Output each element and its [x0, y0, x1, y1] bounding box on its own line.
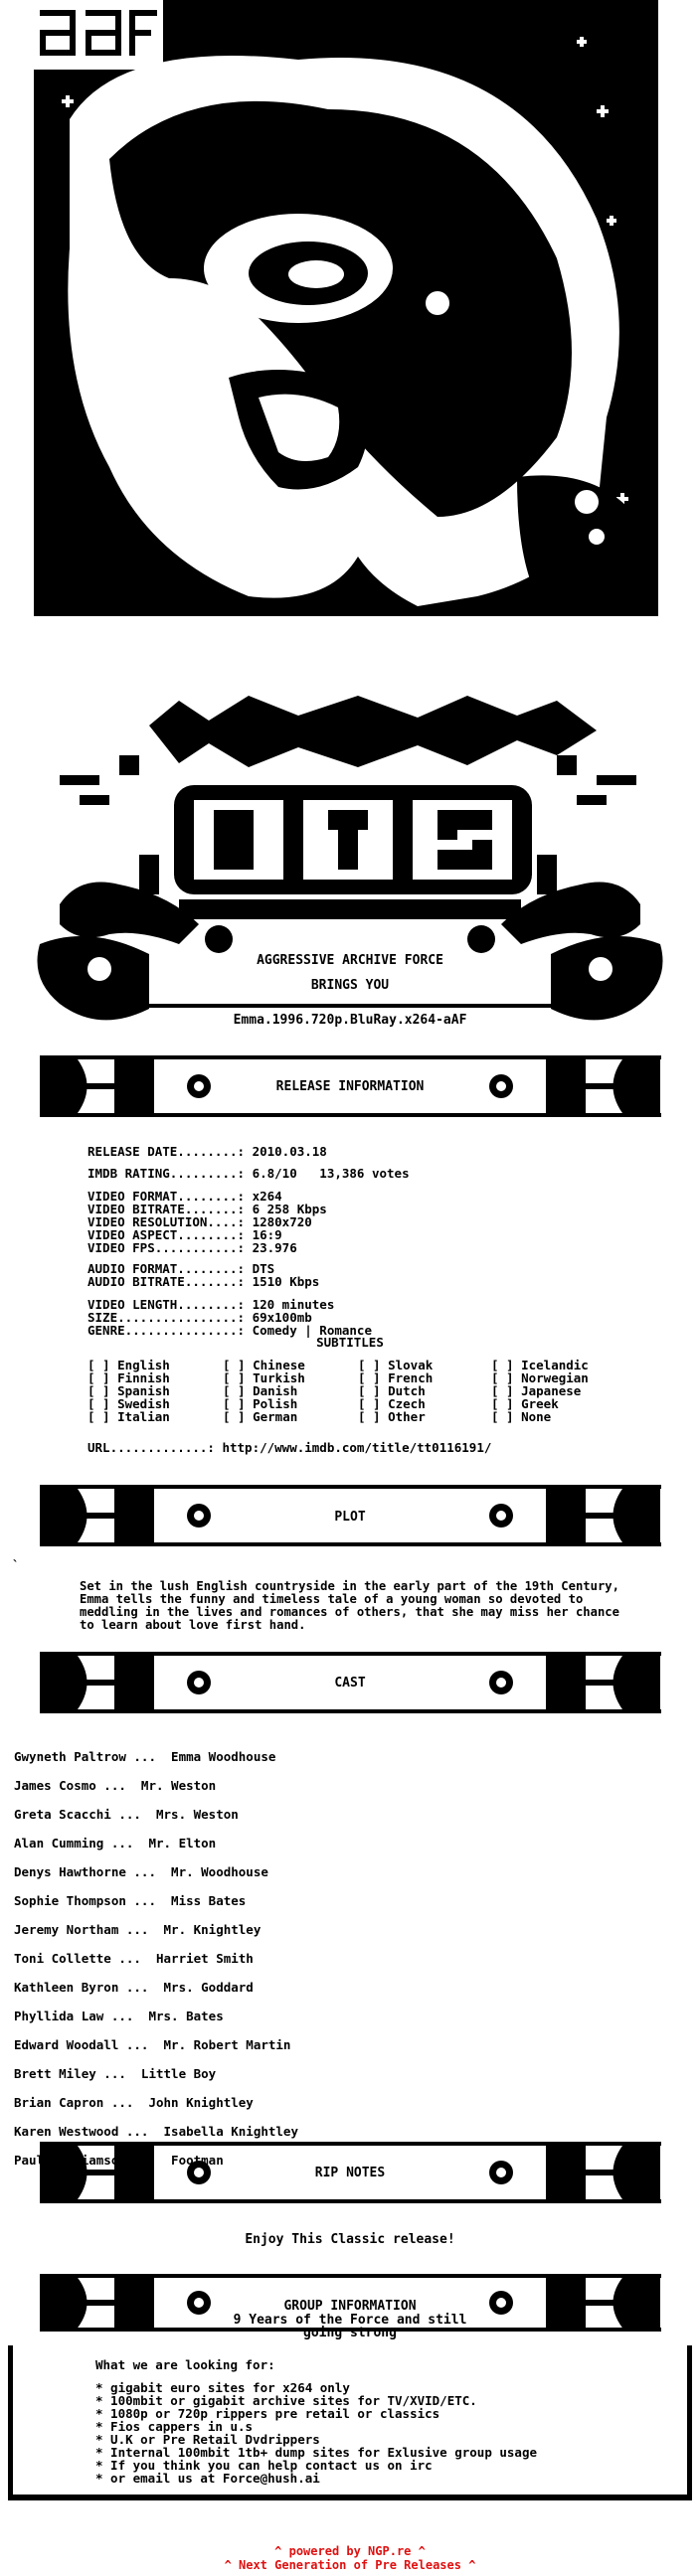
header-line1: AGGRESSIVE ARCHIVE FORCE [257, 953, 443, 968]
cast-list [14, 1749, 298, 2181]
plot-mark: ` [12, 1557, 20, 1572]
video-info: VIDEO FORMAT........: x264 VIDEO BITRATE.......: 6 258 Kbps VIDEO RESOLUTION....: 1280x720 VIDEO ASPECT........: 16:9 VIDEO FPS...........: 23.976 [88, 1189, 327, 1255]
cast-row: Greta Scacchi ... Mrs. Weston [14, 1807, 239, 1822]
imdb-url: URL.............: http://www.imdb.com/title/tt0116191/ [88, 1440, 492, 1455]
subtitles-col4: [ ] Icelandic [ ] Norwegian [ ] Japanese [ ] Greek [ ] None [491, 1358, 589, 1424]
looking-title: What we are looking for: [95, 2357, 275, 2372]
cast-row: Paul Williamson ... Footman [14, 2153, 224, 2168]
cast-row: Denys Hawthorne ... Mr. Woodhouse [14, 1864, 268, 1879]
section-group-title: GROUP INFORMATION [283, 2299, 417, 2314]
footer-line2: ^ Next Generation of Pre Releases ^ [224, 2558, 476, 2572]
looking-list: * gigabit euro sites for x264 only * 100mbit or gigabit archive sites for TV/XVID/ETC. * 1080p or 720p rippers pre retail or classics * Fios cappers in u.s * U.K or Pre Retail Dvdrippers * Internal 100mbit 1tb+ dump sites for Exlusive group usage * If you think you can help contact us on irc * or email us at Force@hush.ai [95, 2380, 538, 2486]
logo-panel [34, 0, 658, 616]
cast-row: Karen Westwood ... Isabella Knightley [14, 2124, 298, 2139]
rip-notes: Enjoy This Classic release! [245, 2232, 455, 2247]
section-plot-title: PLOT [334, 1510, 366, 1525]
audio-info: AUDIO FORMAT........: DTS AUDIO BITRATE.......: 1510 Kbps [88, 1261, 320, 1289]
section-cast-title: CAST [334, 1676, 366, 1690]
length-info: VIDEO LENGTH........: 120 minutes SIZE................: 69x100mb GENRE...............: Comedy | Romance [88, 1297, 372, 1338]
header-line2: BRINGS YOU [310, 978, 390, 993]
cast-row: Kathleen Byron ... Mrs. Goddard [14, 1980, 254, 1995]
release-date: RELEASE DATE........: 2010.03.18 [88, 1144, 327, 1159]
cast-row: James Cosmo ... Mr. Weston [14, 1778, 217, 1793]
cast-row: Gwyneth Paltrow ... Emma Woodhouse [14, 1749, 276, 1764]
cast-row: Brian Capron ... John Knightley [14, 2095, 254, 2110]
cast-row: Sophie Thompson ... Miss Bates [14, 1893, 247, 1908]
group-subtitle: 9 Years of the Force and still going strong [233, 2313, 467, 2340]
cast-row: Alan Cumming ... Mr. Elton [14, 1836, 217, 1851]
subtitles-col2: [ ] Chinese [ ] Turkish [ ] Danish [ ] Polish [ ] German [223, 1358, 305, 1424]
cast-row: Edward Woodall ... Mr. Robert Martin [14, 2037, 291, 2052]
release-name: Emma.1996.720p.BluRay.x264-aAF [233, 1013, 467, 1028]
cast-row: Brett Miley ... Little Boy [14, 2066, 217, 2081]
subtitles-col3: [ ] Slovak [ ] French [ ] Dutch [ ] Czech [ ] Other [358, 1358, 434, 1424]
section-rip-title: RIP NOTES [314, 2166, 386, 2180]
subtitles-title: SUBTITLES [316, 1335, 384, 1350]
cast-row: Toni Collette ... Harriet Smith [14, 1951, 254, 1966]
plot-text: Set in the lush English countryside in the early part of the 19th Century, Emma tells the funny and timeless tale of a young woman so devoted to meddling in the lives and romances of others, that she may miss her chance to learn about love first hand. [80, 1579, 619, 1632]
dts-ornament [60, 696, 640, 953]
cast-row: Jeremy Northam ... Mr. Knightley [14, 1922, 262, 1937]
cast-row: Phyllida Law ... Mrs. Bates [14, 2009, 224, 2023]
subtitles-col1: [ ] English [ ] Finnish [ ] Spanish [ ] Swedish [ ] Italian [88, 1358, 170, 1424]
section-release-title: RELEASE INFORMATION [275, 1079, 425, 1094]
imdb-rating: IMDB RATING.........: 6.8/10 13,386 votes [88, 1166, 410, 1181]
footer-line1: ^ powered by NGP.re ^ [274, 2544, 426, 2558]
